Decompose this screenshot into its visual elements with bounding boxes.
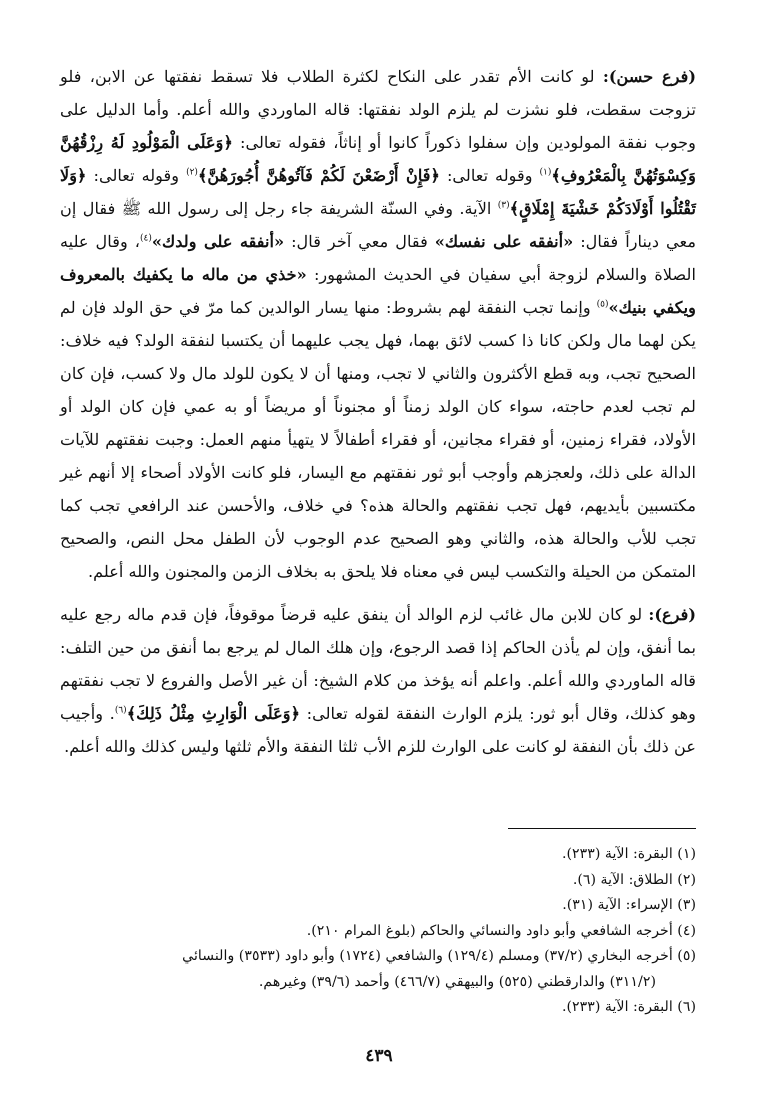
paragraph-farع-hasan xyxy=(60,60,696,588)
text-segment: لو كانت الأم تقدر على النكاح لكثرة الطلاب فلا تسقط نفقتها عن الابن، فلو تزوجت سقطت، فلو نشزت لم يلزم الولد نفقتها: قاله الماوردي والله أعلم. وأما الدليل على وجوب نفقة المولودين وإن سفلوا ذكوراً كانوا أو إناثاً، فقوله تعالى: xyxy=(60,67,697,152)
text-segment: الآية. وفي السنّة الشريفة جاء رجل إلى رسول الله ﷺ فقال إن معي ديناراً فقال: xyxy=(60,199,697,251)
footnotes xyxy=(60,842,696,1021)
footnote-item: (٥) أخرجه البخاري (٣٧/٢) ومسلم (١٢٩/٤) والشافعي (١٧٢٤) وأبو داود (٣٥٣٣) والنسائي xyxy=(182,948,696,964)
quran-verse: ﴿وَعَلَى الْمَوْلُودِ لَهُ رِزْقُهُنَّ وَكِسْوَتُهُنَّ بِالْمَعْرُوفِ﴾ xyxy=(60,133,696,185)
footnote-item: (١) البقرة: الآية (٢٣٣). xyxy=(561,846,696,862)
text-segment: لو كان للابن مال غائب لزم الوالد أن ينفق عليه قرضاً موقوفاً، فإن قدم ماله رجع عليه بما أنفق، وإن لم يأذن الحاكم إذا قصد الرجوع، وإن هلك المال لم يرجع بما أنفق من حين التلف: قاله الماوردي والله أعلم. واعلم أنه يؤخذ من كلام الشيخ: أن غير الأصل والفروع لا تجب نفقتهم وهو كذلك، وقال أبو ثور: يلزم الوارث النفقة لقوله تعالى: xyxy=(60,605,696,723)
quran-verse: ﴿فَإِنْ أَرْضَعْنَ لَكُمْ فَآتُوهُنَّ أُجُورَهُنَّ﴾ xyxy=(197,166,440,185)
quran-verse: ﴿وَلَا تَقْتُلُوا أَوْلَادَكُمْ خَشْيَةَ إِمْلَاقٍ﴾ xyxy=(60,166,696,218)
footnote-ref: (٢) xyxy=(186,167,198,178)
hadith-quote: «أنفقه على ولدك» xyxy=(151,232,285,251)
footnote-separator xyxy=(508,828,696,829)
page-number: ٤٣٩ xyxy=(365,1046,393,1066)
footnote-ref: (١) xyxy=(539,167,552,178)
text-segment: وإنما تجب النفقة لهم بشروط: منها يسار الوالدين كما مرّ في حق الولد فإن لم يكن لهما مال ولكن كانا ذا كسب لائق بهما، فهل يجب عليهما أن يكتسبا لنفقة الولد؟ فيه خلاف: الصحيح تجب، وبه قطع الأكثرون والثاني لا تجب، ومنها أن لا يكون للولد مال ولا كسب، فإن كان لم تجب لعدم حاجته، سواء كان الولد زمناً أو مجنوناً أو مريضاً أو به عمي فإن كان الولد أو الأولاد، فقراء زمنين، أو فقراء مجانين، أو فقراء أطفالاً لا يتهيأ منهم العمل: وجبت نفقتهم للآيات الدالة على ذلك، ولعجزهم وأوجب أبو ثور نفقتهم مع اليسار، فلو كانت الأولاد أصحاء إلا أنهم غير مكتسبين بأيديهم، فهل تجب نفقتهم والحالة هذه؟ في خلاف، والأحسن عند الرافعي تجب كما تجب للأب والحالة هذه، والثاني وهو الصحيح عدم الوجوب لأن الطفل محل النص، والصحيح المتمكن من الحيلة والتكسب ليس في معناه فلا يلحق به بخلاف الزمن والمجنون والله أعلم. xyxy=(60,298,696,581)
section-heading: (فرع): xyxy=(648,605,696,624)
footnote-item: (٢) الطلاق: الآية (٦). xyxy=(572,871,696,888)
footnote-ref: (٥) xyxy=(596,299,609,310)
paragraph-far xyxy=(60,598,696,763)
footnote-ref: (٤) xyxy=(139,233,152,244)
text-segment: وقوله تعالى: xyxy=(440,166,540,185)
text-segment: وقوله تعالى: xyxy=(86,166,187,185)
section-heading: (فرع حسن): xyxy=(602,67,696,86)
footnote-item-continuation: (٣١١/٢) والدارقطني (٥٢٥) والبيهقي (٤٦٦/٧) وأحمد (٣٩/٦) وغيرهم. xyxy=(258,973,656,990)
hadith-quote: «أنفقه على نفسك» xyxy=(434,232,574,251)
footnote-ref: (٣) xyxy=(497,200,510,211)
text-segment: . وأجيب عن ذلك بأن النفقة لو كانت على الوارث للزم الأب ثلثا النفقة والأم ثلثها وليس كذلك والله أعلم. xyxy=(60,704,696,756)
footnote-ref: (٦) xyxy=(114,705,127,716)
text-segment: فقال معي آخر قال: xyxy=(284,232,435,251)
quran-verse: ﴿وَعَلَى الْوَارِثِ مِثْلُ ذَلِكَ﴾ xyxy=(126,704,301,723)
footnote-item: (٦) البقرة: الآية (٢٣٣). xyxy=(561,999,696,1015)
hadith-quote: «خذي من ماله ما يكفيك بالمعروف ويكفي بنيك» xyxy=(60,265,696,317)
main-text xyxy=(60,60,696,763)
footnote-item: (٤) أخرجه الشافعي وأبو داود والنسائي والحاكم (بلوغ المرام ٢١٠). xyxy=(306,922,696,939)
text-segment: ، وقال عليه الصلاة والسلام لزوجة أبي سفيان في الحديث المشهور: xyxy=(60,232,696,284)
footnote-item: (٣) الإسراء: الآية (٣١). xyxy=(562,897,696,913)
